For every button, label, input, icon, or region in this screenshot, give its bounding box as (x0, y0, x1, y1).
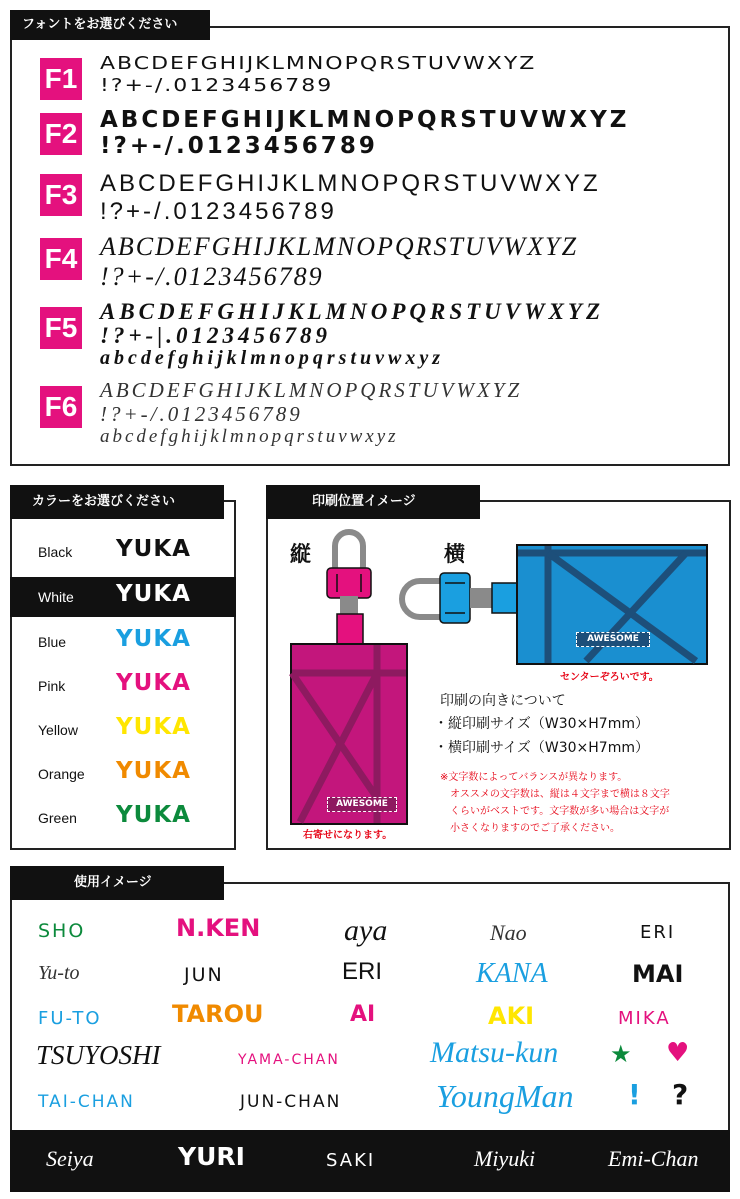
usage-name-0: SHO (38, 920, 86, 942)
font-sample-lowercase: abcdefghijklmnopqrstuvwxyz (100, 347, 445, 369)
color-name: Yellow (38, 722, 78, 738)
usage-name-20: TAI-CHAN (38, 1092, 135, 1112)
color-sample-text: YUKA (116, 581, 191, 607)
color-name: Pink (38, 678, 66, 694)
color-sample-text: YUKA (116, 714, 191, 740)
color-sample-text: YUKA (116, 626, 191, 652)
color-option-pink[interactable] (10, 666, 236, 706)
font-sample-symbols: !?+-/.0123456789 (100, 133, 378, 159)
font-sample-uppercase: ABCDEFGHIJKLMNOPQRSTUVWXYZ (100, 378, 523, 402)
color-option-orange[interactable] (10, 754, 236, 794)
direction-heading: 印刷の向きについて (440, 693, 566, 709)
font-sample-symbols: !?+-/.0123456789 (100, 76, 334, 96)
tag-text: AWESOME (587, 634, 639, 644)
position-section-title: 印刷位置イメージ (266, 485, 480, 519)
horizontal-label: 横 (444, 542, 465, 566)
color-option-yellow[interactable] (10, 710, 236, 750)
usage-name-24: ? (672, 1078, 689, 1111)
fonts-section-title: フォントをお選びください (10, 10, 210, 40)
color-sample-text: YUKA (116, 670, 191, 696)
font-sample-symbols: !?+-/.0123456789 (100, 198, 337, 225)
font-sample-symbols: !?+-|.0123456789 (100, 323, 332, 348)
font-sample-symbols: !?+-/.0123456789 (100, 262, 324, 291)
usage-name-18: ★ (610, 1040, 632, 1068)
font-sample-uppercase: ABCDEFGHIJKLMNOPQRSTUVWXYZ (100, 232, 579, 261)
font-badge: F1 (40, 58, 82, 100)
font-sample-symbols: !?+-/.0123456789 (100, 402, 303, 426)
usage-name-6: JUN (184, 964, 224, 986)
usage-name-3: Nao (490, 920, 527, 945)
font-badge: F6 (40, 386, 82, 428)
usage-name-10: FU-TO (38, 1008, 102, 1029)
font-sample-uppercase: ABCDEFGHIJKLMNOPQRSTUVWXYZ (100, 299, 605, 324)
color-name: Black (38, 544, 73, 560)
color-name: Green (38, 810, 77, 826)
usage-name-23: ! (628, 1078, 641, 1111)
font-sample-uppercase: ABCDEFGHIJKLMNOPQRSTUVWXYZ (100, 54, 537, 74)
vertical-label: 縦 (290, 542, 311, 566)
usage-name-17: Matsu-kun (430, 1036, 559, 1069)
usage-name-13: AKI (488, 1002, 535, 1030)
usage-name-8: KANA (476, 958, 548, 989)
font-sample-uppercase: ABCDEFGHIJKLMNOPQRSTUVWXYZ (100, 107, 630, 133)
usage-name-saki: SAKI (326, 1150, 376, 1171)
font-sample-lowercase: abcdefghijklmnopqrstuvwxyz (100, 426, 399, 447)
note-line: 小さくなりますのでご了承ください。 (450, 823, 620, 834)
color-name: Orange (38, 766, 85, 782)
note-line: オススメの文字数は、縦は４文字まで横は８文字 (450, 789, 670, 800)
usage-name-2: aya (344, 914, 388, 947)
usage-name-12: AI (350, 1002, 376, 1027)
color-name: Blue (38, 634, 67, 650)
usage-name-22: YoungMan (436, 1078, 574, 1114)
usage-name-5: Yu-to (38, 962, 80, 984)
font-badge: F2 (40, 113, 82, 155)
usage-name-14: MIKA (618, 1008, 671, 1029)
vertical-tag-label (327, 797, 397, 812)
usage-name-1: N.KEN (176, 914, 261, 942)
usage-name-16: YAMA-CHAN (238, 1052, 340, 1068)
colors-section-title: カラーをお選びください (10, 485, 224, 519)
font-badge: F3 (40, 174, 82, 216)
color-option-green[interactable] (10, 798, 236, 838)
horizontal-tag-label (576, 632, 650, 647)
horizontal-tag-illustration (396, 543, 716, 668)
color-option-black[interactable] (10, 532, 236, 572)
font-sample-uppercase: ABCDEFGHIJKLMNOPQRSTUVWXYZ (100, 170, 601, 197)
color-sample-text: YUKA (116, 536, 191, 562)
usage-name-19: ♥ (666, 1038, 690, 1068)
color-option-blue[interactable] (10, 622, 236, 662)
note-line: くらいがベストです。文字数が多い場合は文字が (450, 806, 670, 817)
tag-text: AWESOME (336, 799, 388, 809)
color-sample-text: YUKA (116, 758, 191, 784)
usage-name-9: MAI (632, 960, 684, 988)
usage-name-21: JUN-CHAN (240, 1092, 342, 1112)
horizontal-caption: センターぞろいです。 (560, 672, 659, 683)
vertical-caption: 右寄せになります。 (303, 830, 393, 841)
usage-name-miyuki: Miyuki (474, 1146, 536, 1171)
note-line: ※文字数によってバランスが異なります。 (440, 772, 628, 783)
color-option-white[interactable] (10, 577, 236, 617)
direction-line-vertical: ・縦印刷サイズ（W30×H7mm） (434, 716, 649, 732)
usage-name-11: TAROU (172, 1000, 264, 1028)
usage-name-4: ERI (640, 922, 676, 943)
usage-name-seiya: Seiya (46, 1146, 94, 1171)
usage-name-yuri: YURI (178, 1142, 245, 1171)
font-badge: F5 (40, 307, 82, 349)
font-badge: F4 (40, 238, 82, 280)
direction-line-horizontal: ・横印刷サイズ（W30×H7mm） (434, 740, 649, 756)
color-sample-text: YUKA (116, 802, 191, 828)
usage-name-15: TSUYOSHI (36, 1040, 161, 1070)
usage-section-title: 使用イメージ (10, 866, 224, 900)
usage-name-emi-chan: Emi-Chan (608, 1146, 699, 1171)
usage-name-7: ERI (342, 958, 383, 985)
color-name: White (38, 589, 74, 605)
